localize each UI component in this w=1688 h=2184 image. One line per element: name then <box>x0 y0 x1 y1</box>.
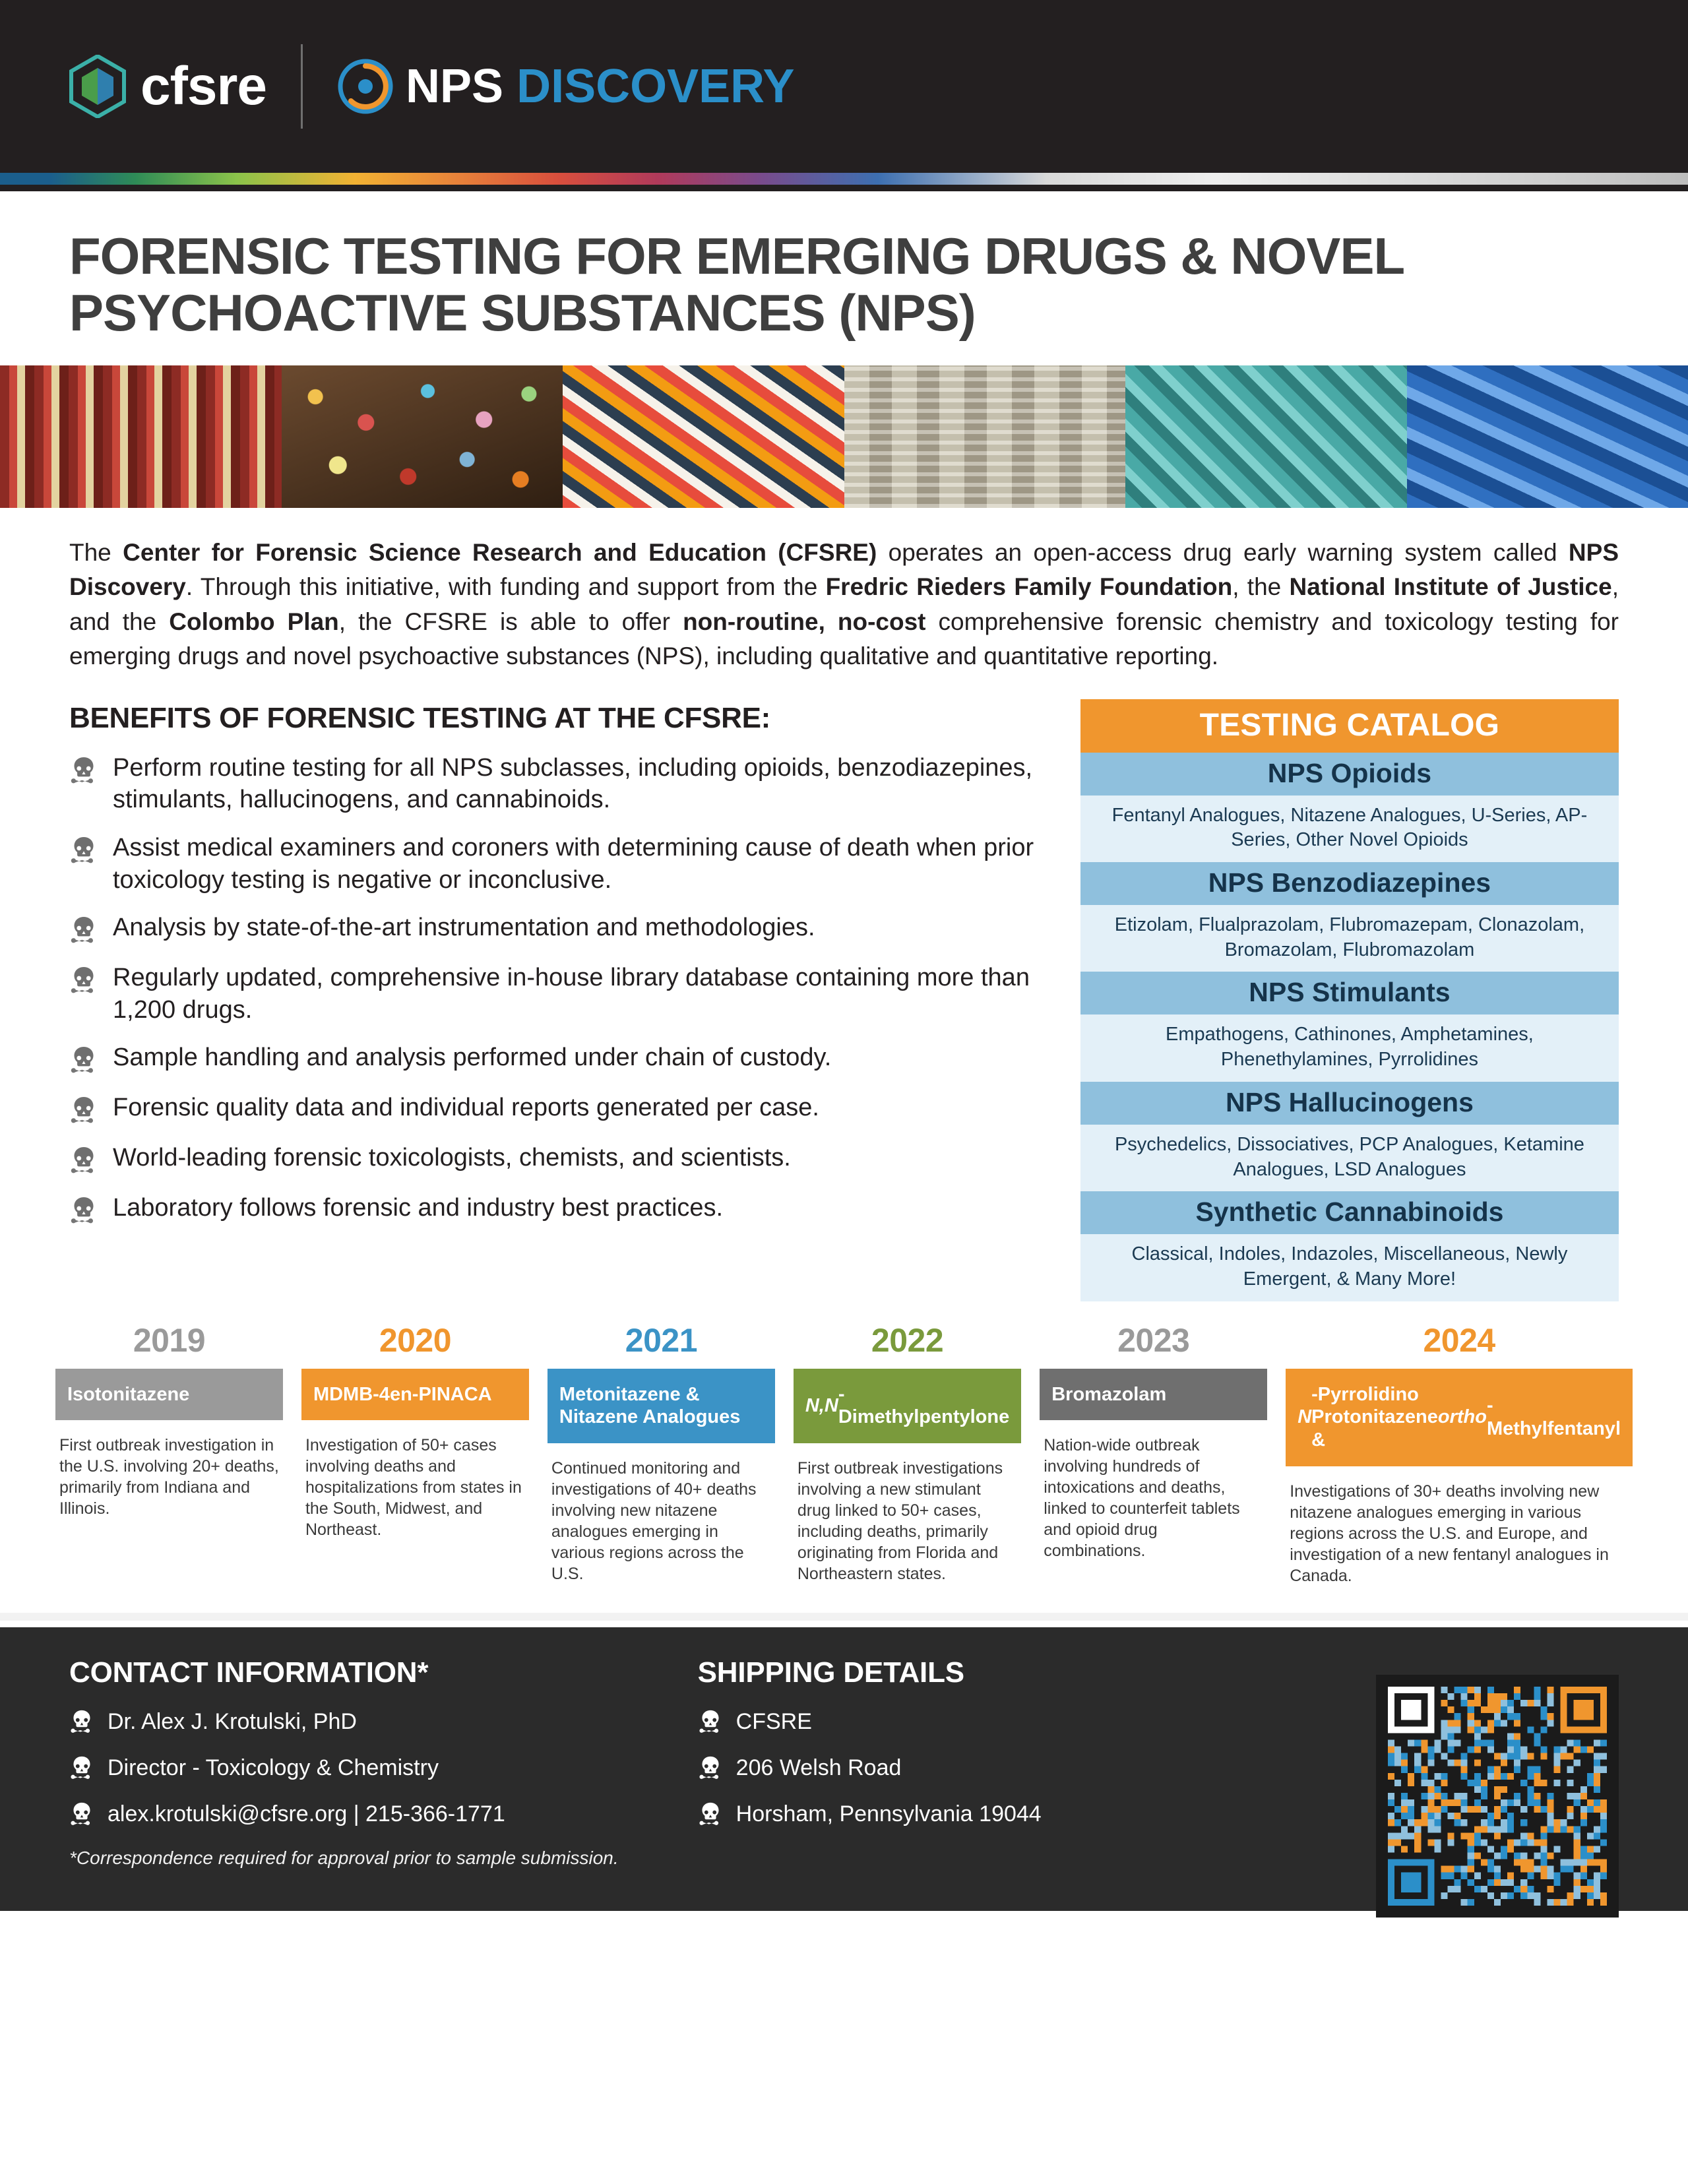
shipping-row <box>698 1709 1042 1735</box>
catalog-category: NPS Stimulants <box>1080 972 1619 1014</box>
catalog-section <box>1080 972 1619 1081</box>
timeline-description: First outbreak investigations involving a new stimulant drug linked to 50+ cases, including deaths, primarily originating from Florida and Northeastern states. <box>797 1459 1003 1584</box>
timeline-year: 2023 <box>1117 1321 1190 1359</box>
contact-block <box>69 1656 619 1869</box>
timeline-description: Nation-wide outbreak involving hundreds of intoxications and deaths, linked to counterfeit tablets and opioid drug combinations. <box>1044 1436 1240 1561</box>
timeline-description: Investigations of 30+ deaths involving new nitazene analogues emerging in various regions across the U.S. and Europe, and investigation of a new fentanyl analogues in Canada. <box>1290 1482 1609 1585</box>
packaged-products-photo <box>0 365 282 508</box>
benefit-text: World-leading forensic toxicologists, chemists, and scientists. <box>113 1144 791 1172</box>
contact-row <box>69 1709 619 1735</box>
benefit-text: Analysis by state-of-the-art instrumentation and methodologies. <box>113 914 815 942</box>
shipping-block <box>698 1656 1042 1869</box>
main-content <box>0 681 1688 1301</box>
catalog-items: Fentanyl Analogues, Nitazene Analogues, U-Series, AP-Series, Other Novel Opioids <box>1080 796 1619 862</box>
catalog-category: NPS Benzodiazepines <box>1080 862 1619 905</box>
skull-crossbones-icon <box>698 1709 723 1735</box>
nps-discovery-logo <box>337 58 794 115</box>
catalog-sections <box>1080 753 1619 1301</box>
timeline-column <box>784 1321 1030 1586</box>
timeline <box>0 1301 1688 1613</box>
swirl-icon <box>337 58 394 115</box>
skull-crossbones-icon <box>69 1196 98 1226</box>
catalog-heading: TESTING CATALOG <box>1080 699 1619 753</box>
catalog-items: Empathogens, Cathinones, Amphetamines, Phenethylamines, Pyrrolidines <box>1080 1014 1619 1081</box>
skull-crossbones-icon <box>69 1045 98 1076</box>
timeline-column <box>46 1321 292 1586</box>
timeline-description: Continued monitoring and investigations of 40+ deaths involving new nitazene analogues emerging in various regions across the U.S. <box>551 1459 757 1584</box>
nps-wordmark <box>406 60 795 113</box>
skull-crossbones-icon <box>69 1801 94 1828</box>
photo-strip <box>0 365 1688 508</box>
skull-crossbones-icon <box>69 966 98 996</box>
shipping-row <box>698 1755 1042 1782</box>
testing-catalog <box>1080 699 1619 1301</box>
footer-rule <box>0 1613 1688 1621</box>
shipping-heading: SHIPPING DETAILS <box>697 1656 964 1689</box>
contact-text: Dr. Alex J. Krotulski, PhD <box>108 1709 357 1735</box>
colored-pills-photo <box>282 365 563 508</box>
timeline-drug: Bromazolam <box>1040 1369 1267 1421</box>
timeline-year: 2022 <box>871 1321 944 1359</box>
page-title: FORENSIC TESTING FOR EMERGING DRUGS & NOVEL PSYCHOACTIVE SUBSTANCES (NPS) <box>69 227 1404 342</box>
contact-text: Director - Toxicology & Chemistry <box>108 1755 439 1781</box>
dark-rule <box>0 185 1688 191</box>
benefit-text: Regularly updated, comprehensive in-house library database containing more than 1,200 drugs. <box>113 964 1030 1024</box>
blue-tablets-photo <box>1407 365 1688 508</box>
skull-crossbones-icon <box>69 836 98 866</box>
contact-text: alex.krotulski@cfsre.org | 215-366-1771 <box>108 1801 505 1827</box>
catalog-category: Synthetic Cannabinoids <box>1080 1191 1619 1234</box>
title-block <box>0 191 1688 365</box>
benefit-item <box>69 912 1054 946</box>
contact-list <box>69 1709 619 1828</box>
shipping-text: 206 Welsh Road <box>735 1755 902 1781</box>
teal-tablets-photo <box>1125 365 1407 508</box>
cfsre-logo <box>69 55 266 118</box>
benefits-list <box>69 752 1054 1227</box>
blister-packs-photo <box>563 365 844 508</box>
catalog-section <box>1080 1082 1619 1191</box>
timeline-drug: Metonitazene & Nitazene Analogues <box>547 1369 775 1444</box>
timeline-year: 2020 <box>379 1321 452 1359</box>
timeline-drug: N,N -Dimethylpentylone <box>794 1369 1021 1444</box>
timeline-year: 2019 <box>133 1321 206 1359</box>
skull-crossbones-icon <box>69 756 98 786</box>
catalog-items: Etizolam, Flualprazolam, Flubromazepam, Clonazolam, Bromazolam, Flubromazolam <box>1080 905 1619 972</box>
shipping-list <box>698 1709 1042 1828</box>
benefit-item <box>69 1042 1054 1076</box>
logo-divider <box>301 44 303 129</box>
timeline-drug: MDMB-4en-PINACA <box>301 1369 529 1421</box>
skull-crossbones-icon <box>69 1146 98 1176</box>
catalog-section <box>1080 753 1619 862</box>
shipping-text: Horsham, Pennsylvania 19044 <box>735 1801 1042 1827</box>
benefit-text: Sample handling and analysis performed under chain of custody. <box>113 1044 832 1072</box>
benefit-item <box>69 752 1054 816</box>
rainbow-rule <box>0 173 1688 185</box>
timeline-drug: Isotonitazene <box>55 1369 283 1421</box>
benefit-item <box>69 1142 1054 1176</box>
timeline-drug: N -Pyrrolidino Protonitazene & ortho -Methylfentanyl <box>1286 1369 1633 1466</box>
benefit-item <box>69 1092 1054 1126</box>
timeline-column <box>1030 1321 1276 1586</box>
timeline-year: 2024 <box>1423 1321 1495 1359</box>
benefit-text: Forensic quality data and individual reports generated per case. <box>113 1094 819 1122</box>
benefits-heading: BENEFITS OF FORENSIC TESTING AT THE CFSRE: <box>69 701 770 734</box>
catalog-items: Classical, Indoles, Indazoles, Miscellaneous, Newly Emergent, & Many More! <box>1080 1234 1619 1301</box>
catalog-section <box>1080 862 1619 972</box>
skull-crossbones-icon <box>69 1709 94 1735</box>
qr-code[interactable] <box>1376 1675 1619 1918</box>
catalog-items: Psychedelics, Dissociatives, PCP Analogues, Ketamine Analogues, LSD Analogues <box>1080 1125 1619 1191</box>
skull-crossbones-icon <box>69 1096 98 1126</box>
masthead <box>0 0 1688 173</box>
contact-heading: CONTACT INFORMATION* <box>69 1656 429 1689</box>
benefits-column <box>69 699 1054 1243</box>
skull-crossbones-icon <box>69 916 98 946</box>
catalog-category: NPS Hallucinogens <box>1080 1082 1619 1125</box>
contact-note: *Correspondence required for approval prior to sample submission. <box>69 1847 619 1868</box>
powder-bags-photo <box>844 365 1126 508</box>
discovery-text: DISCOVERY <box>516 60 795 113</box>
shipping-row <box>698 1801 1042 1828</box>
nps-text: NPS <box>406 60 504 113</box>
hexagon-logo-icon <box>69 55 126 118</box>
benefit-item <box>69 1192 1054 1226</box>
timeline-description: First outbreak investigation in the U.S. involving 20+ deaths, primarily from Indiana and Illinois. <box>59 1436 279 1518</box>
benefit-text: Perform routine testing for all NPS subclasses, including opioids, benzodiazepines, stimulants, hallucinogens, and cannabinoids. <box>113 753 1033 814</box>
benefit-text: Laboratory follows forensic and industry best practices. <box>113 1194 724 1222</box>
contact-row <box>69 1801 619 1828</box>
timeline-year: 2021 <box>625 1321 697 1359</box>
timeline-column <box>538 1321 784 1586</box>
skull-crossbones-icon <box>698 1755 723 1782</box>
skull-crossbones-icon <box>698 1801 723 1828</box>
benefit-item <box>69 832 1054 896</box>
timeline-description: Investigation of 50+ cases involving deaths and hospitalizations from states in the South, Midwest, and Northeast. <box>305 1436 522 1540</box>
timeline-column <box>292 1321 538 1586</box>
skull-crossbones-icon <box>69 1755 94 1782</box>
footer <box>0 1627 1688 1911</box>
contact-row <box>69 1755 619 1782</box>
catalog-section <box>1080 1191 1619 1301</box>
timeline-grid <box>46 1321 1642 1586</box>
benefit-text: Assist medical examiners and coroners with determining cause of death when prior toxicology testing is negative or inconclusive. <box>113 833 1034 894</box>
timeline-column <box>1276 1321 1642 1586</box>
cfsre-wordmark: cfsre <box>141 56 267 116</box>
benefit-item <box>69 962 1054 1026</box>
catalog-category: NPS Opioids <box>1080 753 1619 796</box>
shipping-text: CFSRE <box>735 1709 812 1735</box>
intro-paragraph: The Center for Forensic Science Research and Education (CFSRE) operates an open-access drug early warning system called NPS Discovery. Through this initiative, with funding and support from the Fredric Rieders Family Foundation, the National Institute of Justice, and the Colombo Plan, the CFSRE is able to offer non-routine, no-cost comprehensive forensic chemistry and toxicology testing for emerging drugs and novel psychoactive substances (NPS), including qualitative and quantitative reporting. <box>69 538 1619 670</box>
